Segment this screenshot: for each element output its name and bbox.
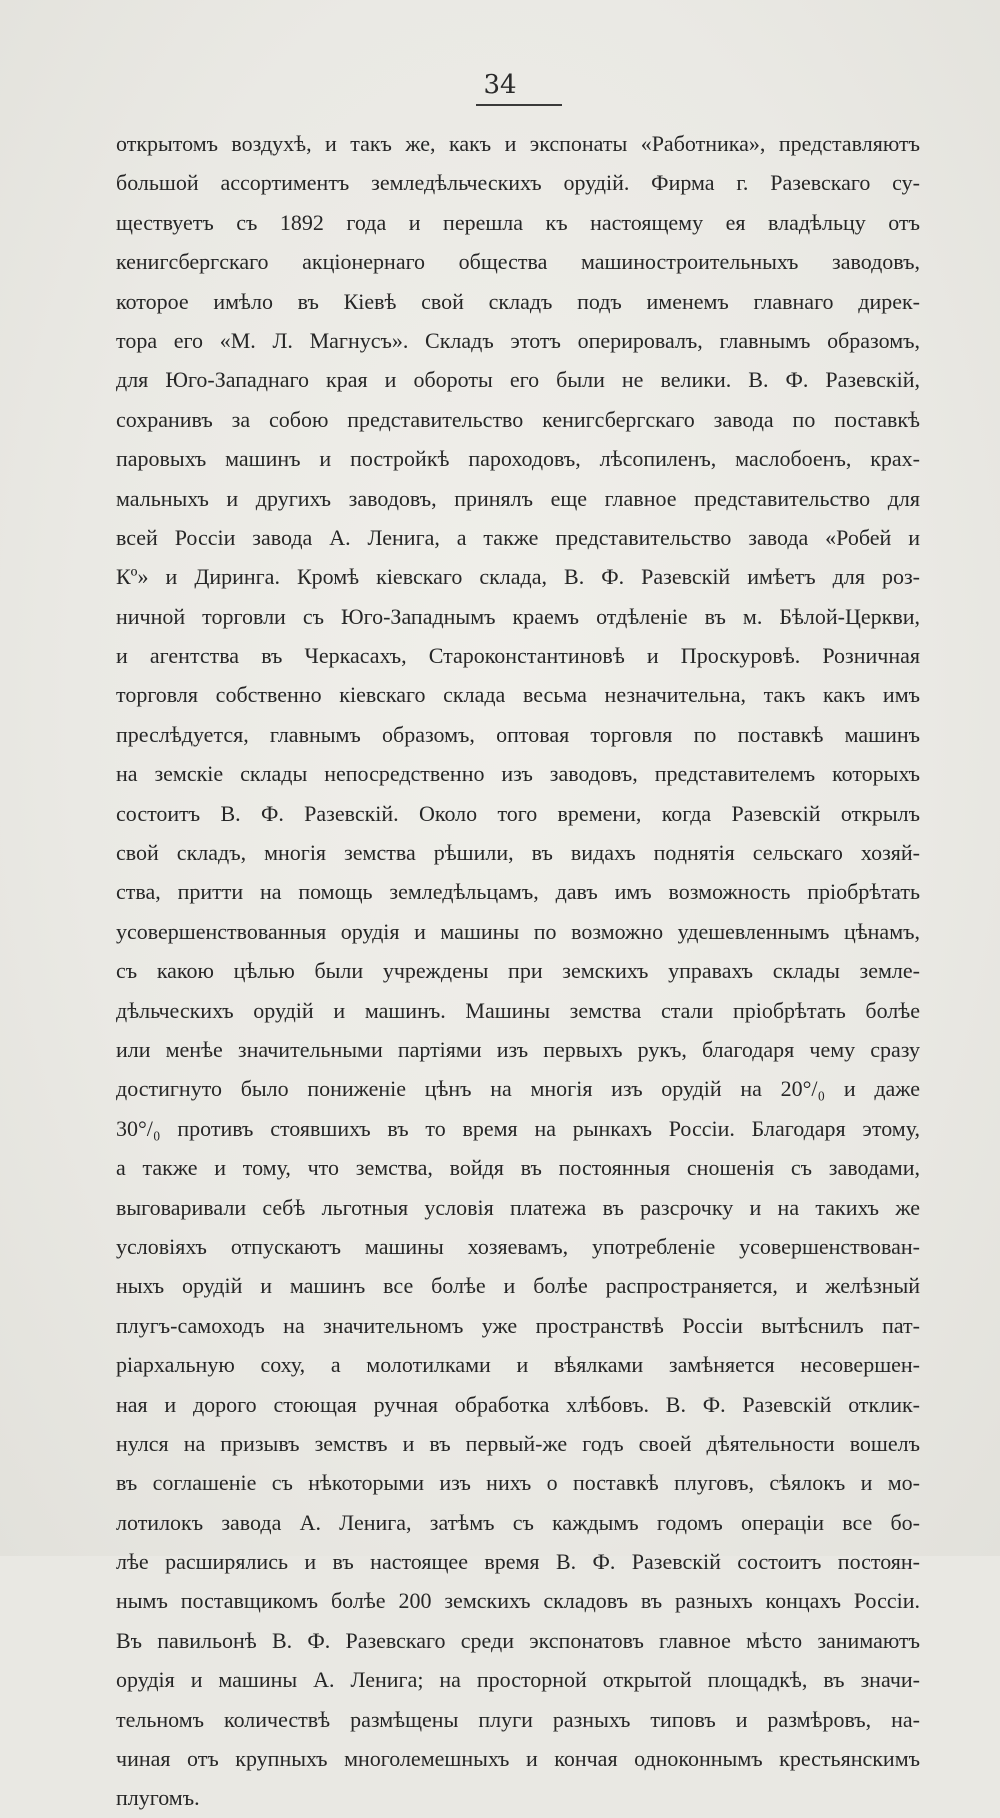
text-line: свой складъ, многія земства рѣшили, въ видахъ поднятія сельскаго хозяй- [116, 840, 920, 866]
body-text [116, 124, 920, 1818]
text-line: ществуетъ съ 1892 года и перешла къ настоящему ея владѣльцу отъ [116, 209, 920, 235]
text-line: которое имѣло въ Кіевѣ свой складъ подъ именемъ главнаго дирек- [116, 288, 920, 314]
page-number-rule [476, 104, 562, 106]
text-line: Кº» и Диринга. Кромѣ кіевскаго склада, В. Ф. Разевскій имѣетъ для роз- [116, 564, 920, 590]
text-line: орудія и машины А. Ленига; на просторной открытой площадкѣ, въ значи- [116, 1667, 920, 1693]
text-line: достигнуто было пониженіе цѣнъ на многія изъ орудій на 20°/₀ и даже [116, 1076, 920, 1102]
text-line: плугомъ. [116, 1785, 200, 1811]
text-line: а также и тому, что земства, войдя въ постоянныя сношенія съ заводами, [116, 1155, 920, 1181]
page-number: 34 [483, 70, 517, 100]
text-line: торговля собственно кіевскаго склада весьма незначительна, такъ какъ имъ [116, 682, 920, 708]
text-line: или менѣе значительными партіями изъ первыхъ рукъ, благодаря чему сразу [116, 1036, 920, 1062]
text-line: тора его «М. Л. Магнусъ». Складъ этотъ оперировалъ, главнымъ образомъ, [116, 327, 920, 353]
text-line: нымъ поставщикомъ болѣе 200 земскихъ складовъ въ разныхъ концахъ Россіи. [116, 1588, 920, 1614]
text-line: тельномъ количествѣ размѣщены плуги разныхъ типовъ и размѣровъ, на- [116, 1706, 920, 1732]
text-line: условіяхъ отпускаютъ машины хозяевамъ, употребленіе усовершенствован- [116, 1233, 920, 1259]
text-line: нулся на призывъ земствъ и въ первый-же годъ своей дѣятельности вошелъ [116, 1430, 920, 1456]
text-line: мальныхъ и другихъ заводовъ, принялъ еще главное представительство для [116, 485, 920, 511]
text-line: всей Россіи завода А. Ленига, а также представительство завода «Робей и [116, 524, 920, 550]
text-line: на земскіе склады непосредственно изъ заводовъ, представителемъ которыхъ [116, 761, 920, 787]
text-line: ріархальную соху, а молотилками и вѣялками замѣняется несовершен- [116, 1352, 920, 1378]
text-line: паровыхъ машинъ и постройкѣ пароходовъ, лѣсопиленъ, маслобоенъ, крах- [116, 446, 920, 472]
text-line: выговаривали себѣ льготныя условія платежа въ разсрочку и на такихъ же [116, 1194, 920, 1220]
text-line: чиная отъ крупныхъ многолемешныхъ и кончая одноконнымъ крестьянскимъ [116, 1746, 920, 1772]
text-line: для Юго-Западнаго края и обороты его были не велики. В. Ф. Разевскій, [116, 367, 920, 393]
text-line: дѣльческихъ орудій и машинъ. Машины земства стали пріобрѣтать болѣе [116, 997, 920, 1023]
text-line: лотилокъ завода А. Ленига, затѣмъ съ каждымъ годомъ операціи все бо- [116, 1509, 920, 1535]
text-line: и агентства въ Черкасахъ, Староконстантиновѣ и Проскуровѣ. Розничная [116, 643, 920, 669]
text-line: ная и дорого стоющая ручная обработка хлѣбовъ. В. Ф. Разевскій отклик- [116, 1391, 920, 1417]
text-line: ничной торговли съ Юго-Западнымъ краемъ отдѣленіе въ м. Бѣлой-Церкви, [116, 603, 920, 629]
text-line: преслѣдуется, главнымъ образомъ, оптовая торговля по поставкѣ машинъ [116, 721, 920, 747]
text-line: Въ павильонѣ В. Ф. Разевскаго среди экспонатовъ главное мѣсто занимаютъ [116, 1627, 920, 1653]
text-line: лѣе расширялись и въ настоящее время В. Ф. Разевскій состоитъ постоян- [116, 1549, 920, 1575]
text-line: усовершенствованныя орудія и машины по возможно удешевленнымъ цѣнамъ, [116, 918, 920, 944]
text-line: ства, притти на помощь земледѣльцамъ, давъ имъ возможность пріобрѣтать [116, 879, 920, 905]
text-line: ныхъ орудій и машинъ все болѣе и болѣе распространяется, и желѣзный [116, 1273, 920, 1299]
text-line: въ соглашеніе съ нѣкоторыми изъ нихъ о поставкѣ плуговъ, сѣялокъ и мо- [116, 1470, 920, 1496]
text-line: состоитъ В. Ф. Разевскій. Около того времени, когда Разевскій открылъ [116, 800, 920, 826]
text-line: плугъ-самоходъ на значительномъ уже пространствѣ Россіи вытѣснилъ пат- [116, 1312, 920, 1338]
text-line: 30°/₀ противъ стоявшихъ въ то время на рынкахъ Россіи. Благодаря этому, [116, 1115, 920, 1141]
text-line: кенигсбергскаго акціонернаго общества машиностроительныхъ заводовъ, [116, 249, 920, 275]
text-line: съ какою цѣлью были учреждены при земскихъ управахъ склады земле- [116, 958, 920, 984]
text-line: сохранивъ за собою представительство кенигсбергскаго завода по поставкѣ [116, 406, 920, 432]
text-line: открытомъ воздухѣ, и такъ же, какъ и экспонаты «Работника», представляютъ [116, 131, 920, 156]
text-line: большой ассортиментъ земледѣльческихъ орудій. Фирма г. Разевскаго су- [116, 170, 920, 196]
